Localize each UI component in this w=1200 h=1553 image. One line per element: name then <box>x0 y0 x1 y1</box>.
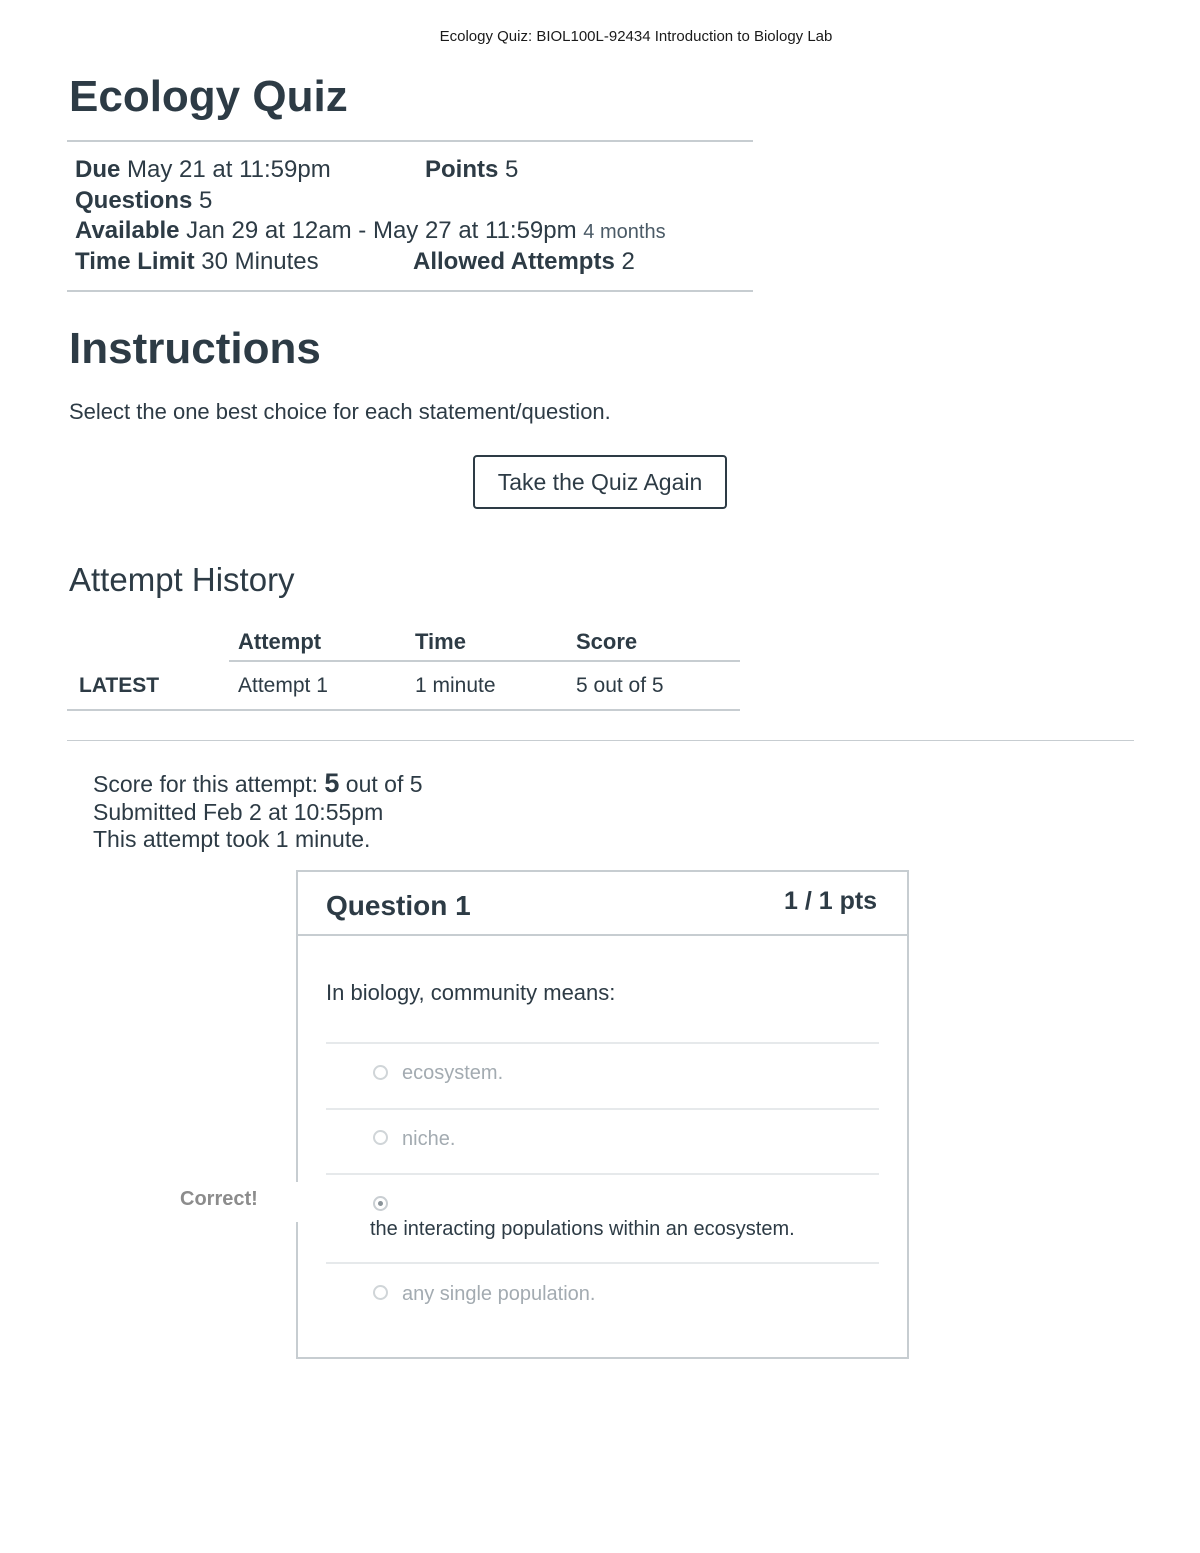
duration-text: This attempt took 1 minute. <box>93 826 371 852</box>
section-divider <box>67 740 1134 741</box>
divider <box>67 290 753 292</box>
attempt-score: 5 out of 5 <box>576 674 664 697</box>
quiz-title: Ecology Quiz <box>69 72 348 121</box>
option-divider <box>326 1262 879 1264</box>
table-row-divider <box>67 709 740 711</box>
instructions-title: Instructions <box>69 324 321 373</box>
correct-answer-label: Correct! <box>180 1188 258 1210</box>
questions-value: 5 <box>199 187 213 214</box>
divider <box>67 140 753 142</box>
score-value: 5 <box>324 768 340 798</box>
column-header-attempt: Attempt <box>238 629 322 654</box>
available-duration: 4 months <box>583 221 666 243</box>
questions-row <box>75 187 212 215</box>
time-limit-value: 30 Minutes <box>201 248 319 275</box>
time-limit-row <box>75 248 319 276</box>
question-header <box>298 872 907 936</box>
correct-marker-gap <box>294 1182 300 1222</box>
question-text: In biology, community means: <box>326 980 616 1005</box>
option-label: any single population. <box>402 1283 596 1305</box>
score-summary <box>93 768 423 799</box>
due-label: Due <box>75 156 121 183</box>
score-prefix: Score for this attempt: <box>93 771 318 797</box>
allowed-attempts-label: Allowed Attempts <box>413 248 615 275</box>
latest-tag: LATEST <box>79 674 160 697</box>
allowed-attempts-row <box>413 248 635 276</box>
questions-label: Questions <box>75 187 193 214</box>
radio-button[interactable] <box>373 1065 388 1080</box>
radio-button-selected[interactable] <box>373 1196 388 1211</box>
print-header: Ecology Quiz: BIOL100L-92434 Introduction to Biology Lab <box>439 28 833 45</box>
points-label: Points <box>425 156 499 183</box>
option-label: niche. <box>402 1128 456 1150</box>
question-title: Question 1 <box>326 890 471 921</box>
available-row <box>75 217 666 245</box>
column-header-time: Time <box>415 629 466 654</box>
column-header-score: Score <box>576 629 638 654</box>
attempt-time: 1 minute <box>415 674 496 697</box>
allowed-attempts-value: 2 <box>621 248 635 275</box>
question-card <box>296 870 909 1359</box>
question-points: 1 / 1 pts <box>784 887 878 915</box>
option-label: ecosystem. <box>402 1062 504 1084</box>
score-suffix: out of 5 <box>345 771 423 797</box>
due-row <box>75 156 331 184</box>
attempt-link[interactable]: Attempt 1 <box>238 674 328 697</box>
radio-button[interactable] <box>373 1285 388 1300</box>
radio-button[interactable] <box>373 1130 388 1145</box>
option-label-selected: the interacting populations within an ecosystem. <box>370 1218 795 1240</box>
take-quiz-again-button[interactable]: Take the Quiz Again <box>473 455 727 509</box>
option-divider <box>326 1108 879 1110</box>
instructions-text: Select the one best choice for each statement/question. <box>69 399 611 424</box>
due-value: May 21 at 11:59pm <box>127 156 331 183</box>
table-header-divider <box>229 660 740 662</box>
available-label: Available <box>75 217 180 244</box>
attempt-history-title: Attempt History <box>69 561 295 598</box>
available-value: Jan 29 at 12am - May 27 at 11:59pm <box>186 217 577 244</box>
submitted-text: Submitted Feb 2 at 10:55pm <box>93 799 384 825</box>
time-limit-label: Time Limit <box>75 248 195 275</box>
option-divider <box>326 1173 879 1175</box>
option-divider <box>326 1042 879 1044</box>
points-value: 5 <box>505 156 519 183</box>
points-row <box>425 156 518 184</box>
